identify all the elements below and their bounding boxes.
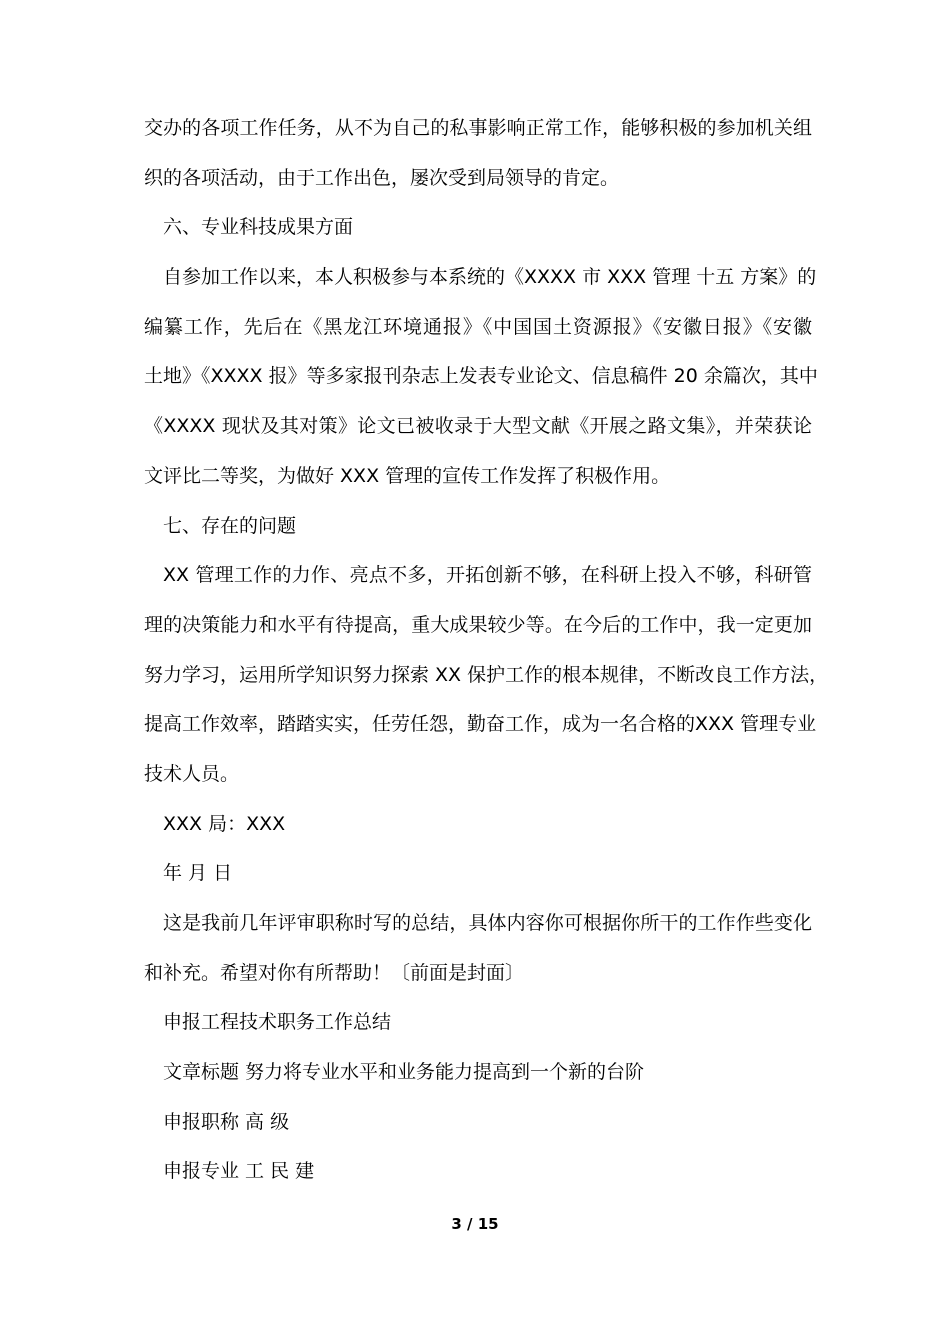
body-line-13: 提高工作效率，踏踏实实，任劳任怨，勤奋工作，成为一名合格的XXX 管理专业 — [144, 713, 817, 736]
body-line-11: 理的决策能力和水平有待提高，重大成果较少等。在今后的工作中，我一定更加 — [144, 613, 812, 636]
body-line-6: 土地》《XXXX 报》等多家报刊杂志上发表专业论文、信息稿件 20 余篇次，其中 — [144, 365, 818, 388]
section-heading-6: 六、专业科技成果方面 — [163, 216, 354, 239]
page-indicator: 3 / 15 — [451, 1215, 499, 1233]
body-line-7: 《XXXX 现状及其对策》论文已被收录于大型文献《开展之路文集》，并荣获论 — [144, 415, 812, 438]
body-line-10: XX 管理工作的力作、亮点不多，开拓创新不够，在科研上投入不够，科研管 — [163, 564, 812, 587]
date-line: 年 月 日 — [163, 862, 233, 885]
body-line-4: 自参加工作以来，本人积极参与本系统的《XXXX 市 XXX 管理 十五 方案》的 — [163, 266, 817, 289]
body-line-1: 交办的各项工作任务，从不为自己的私事影响正常工作，能够积极的参加机关组 — [144, 117, 812, 139]
note-line-1: 这是我前几年评审职称时写的总结，具体内容你可根据你所干的工作作些变化 — [163, 912, 812, 934]
body-line-14: 技术人员。 — [144, 762, 240, 785]
body-line-12: 努力学习，运用所学知识努力探索 XX 保护工作的根本规律，不断改良工作方法， — [144, 663, 829, 686]
body-line-2: 织的各项活动，由于工作出色，屡次受到局领导的肯定。 — [144, 166, 620, 189]
document-body — [144, 104, 829, 1197]
article-title-line: 文章标题 努力将专业水平和业务能力提高到一个新的台阶 — [163, 1061, 645, 1084]
signature-line: XXX 局：XXX — [163, 812, 286, 835]
note-line-2: 和补充。希望对你有所帮助！〔前面是封面〕 — [144, 961, 525, 984]
body-line-5: 编纂工作，先后在《黑龙江环境通报》《中国国土资源报》《安徽日报》《安徽 — [144, 315, 812, 338]
title-level-line: 申报职称 高 级 — [163, 1110, 290, 1133]
specialty-line: 申报专业 工 民 建 — [163, 1160, 315, 1183]
section-heading-7: 七、存在的问题 — [163, 514, 297, 537]
body-line-8: 文评比二等奖，为做好 XXX 管理的宣传工作发挥了积极作用。 — [144, 464, 671, 487]
summary-title: 申报工程技术职务工作总结 — [163, 1011, 392, 1034]
